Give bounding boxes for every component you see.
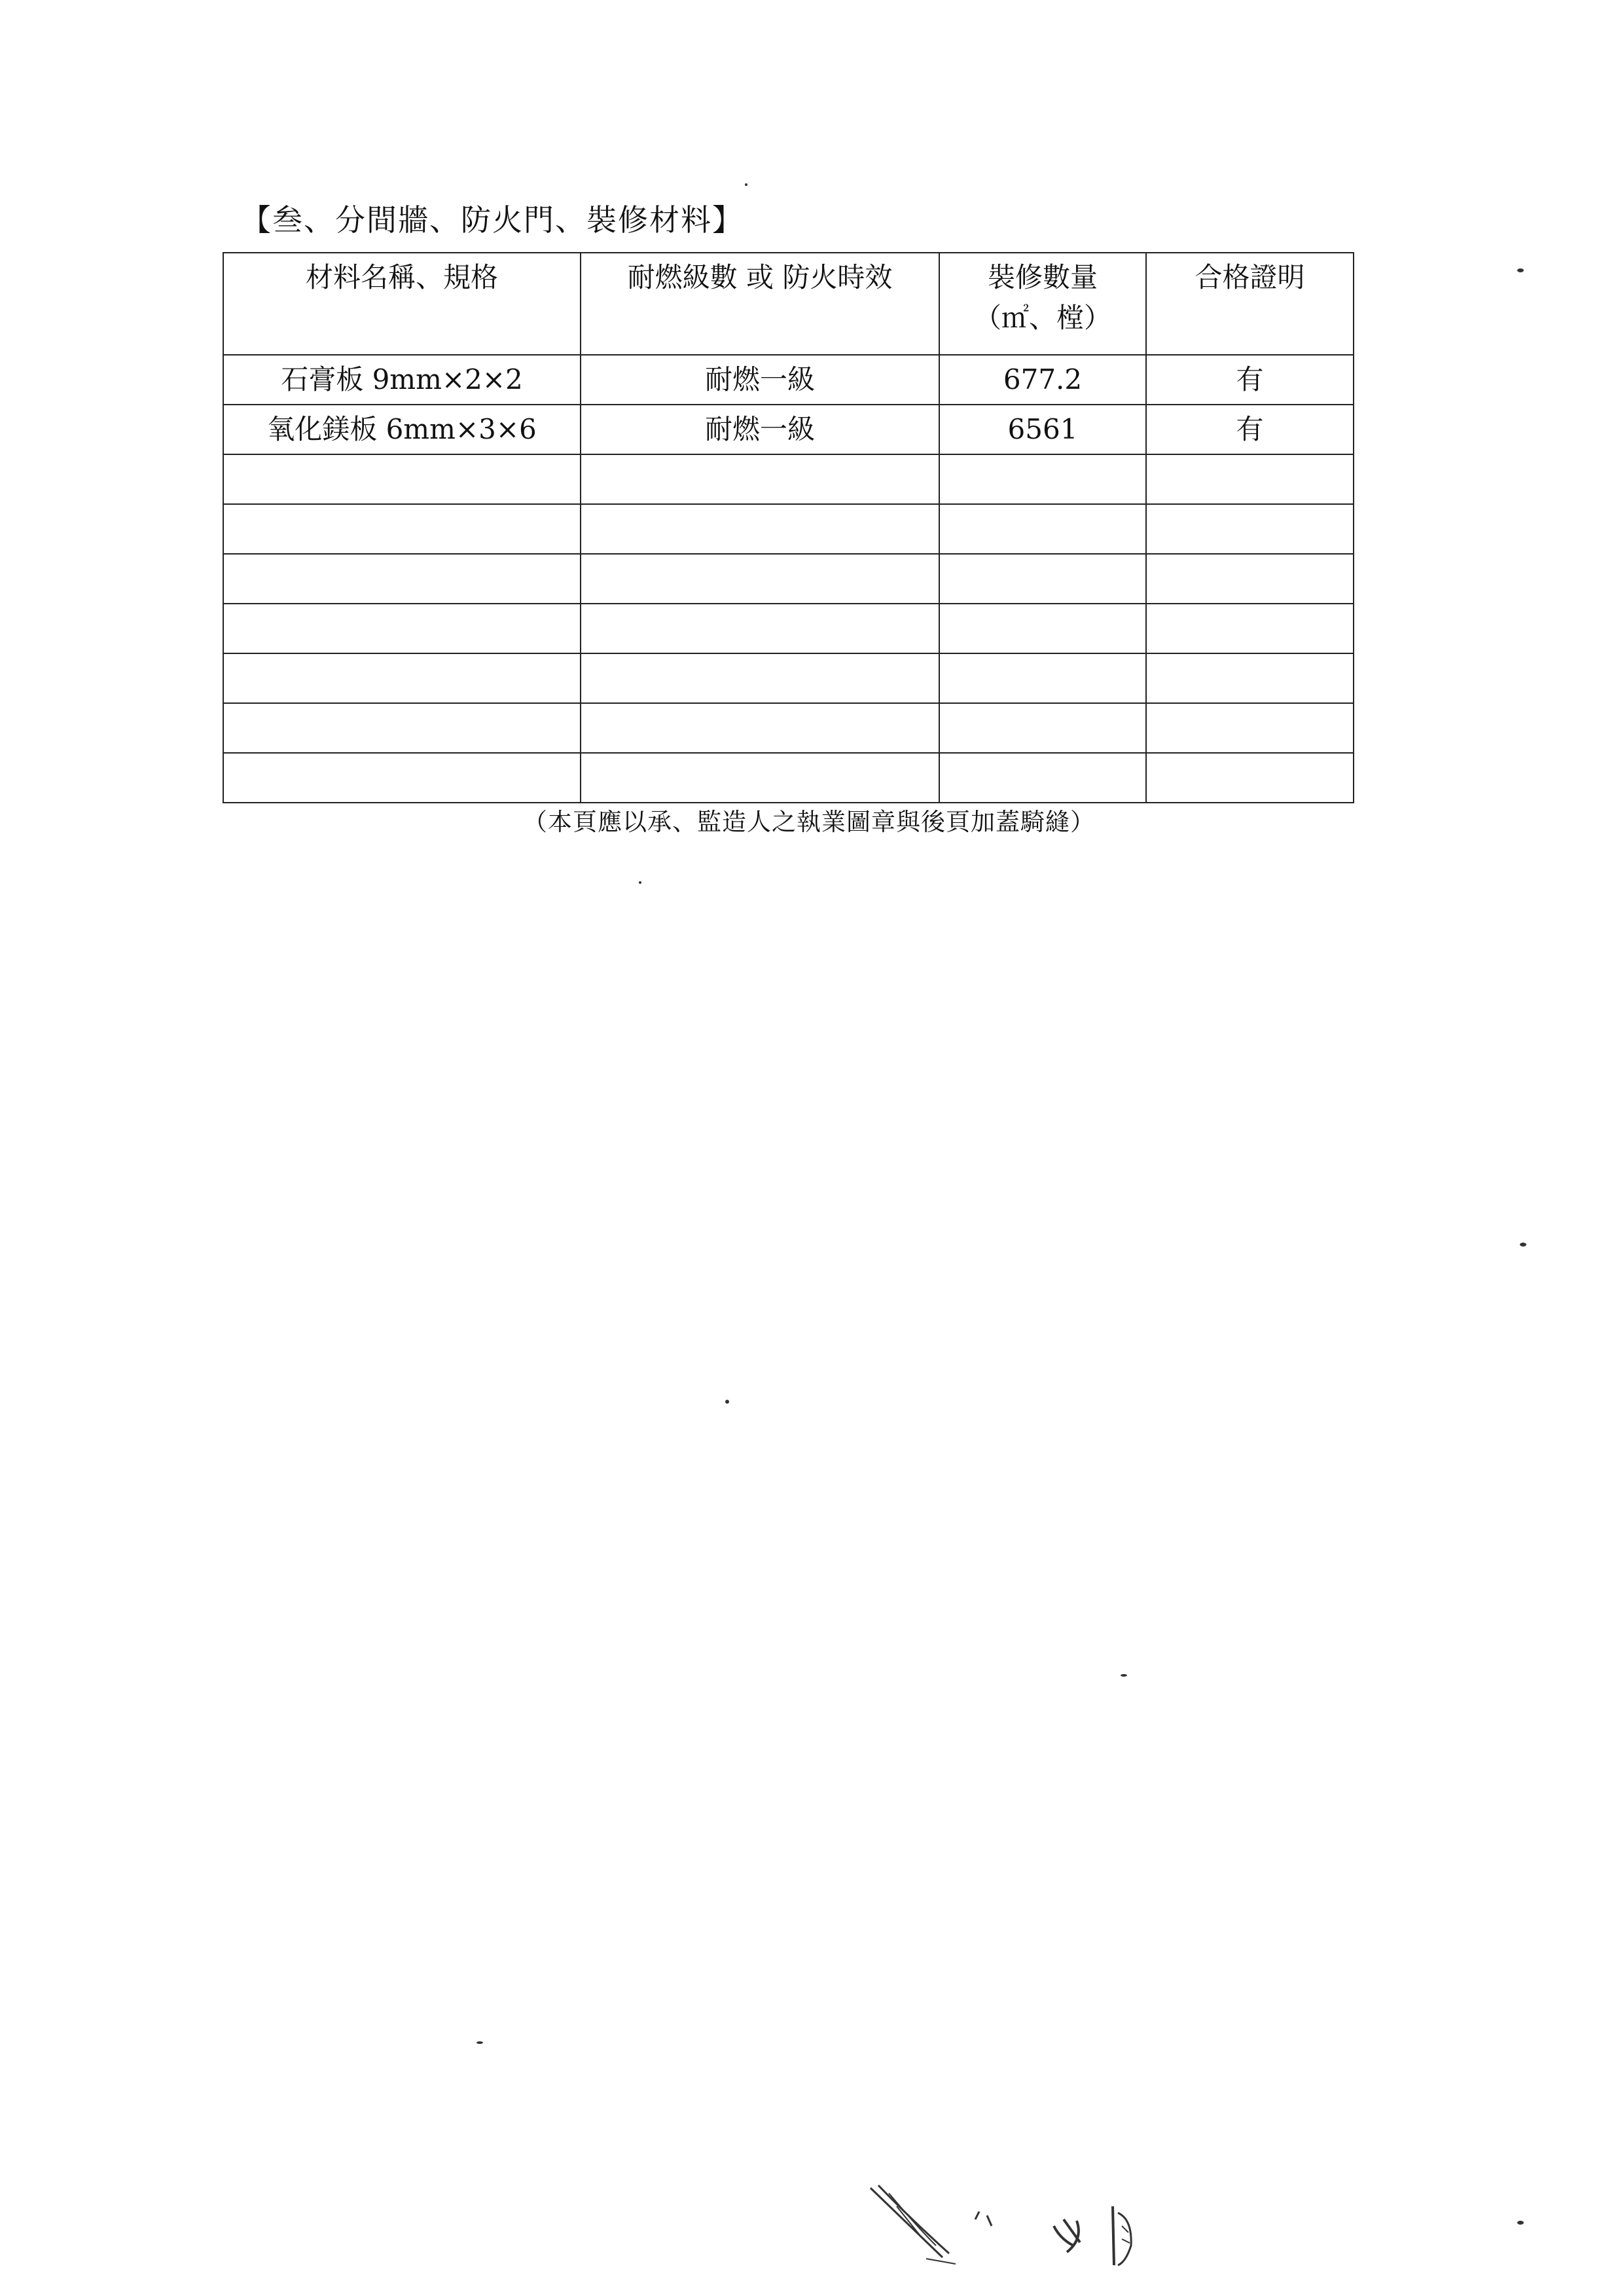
cell-quantity — [939, 554, 1146, 604]
scan-speck — [1517, 268, 1524, 272]
section-title: 【叁、分間牆、防火門、裝修材料】 — [241, 202, 744, 238]
cell-quantity: 6561 — [939, 405, 1146, 454]
cell-fire-rating — [581, 454, 939, 504]
table-row — [223, 504, 1354, 554]
cell-material-name — [223, 604, 581, 653]
scan-speck — [745, 183, 747, 186]
cell-certificate — [1146, 703, 1354, 753]
scan-speck — [725, 1400, 729, 1404]
seal-note: （本頁應以承、監造人之執業圖章與後頁加蓋騎縫） — [523, 808, 1095, 836]
cell-quantity — [939, 653, 1146, 703]
cell-fire-rating — [581, 703, 939, 753]
table-row — [223, 405, 1354, 454]
header-quantity-line2: （㎡、樘） — [973, 302, 1111, 334]
cell-material-name — [223, 454, 581, 504]
cell-certificate — [1146, 604, 1354, 653]
cell-quantity — [939, 504, 1146, 554]
table-header-row — [223, 253, 1354, 355]
cell-material-name — [223, 554, 581, 604]
table-row — [223, 653, 1354, 703]
table-row — [223, 355, 1354, 405]
cell-fire-rating: 耐燃一級 — [581, 405, 939, 454]
scan-speck — [1121, 1674, 1127, 1677]
scan-speck — [476, 2041, 483, 2044]
partial-seal-stamp — [857, 2180, 1185, 2272]
cell-certificate — [1146, 454, 1354, 504]
cell-material-name — [223, 653, 581, 703]
table-row — [223, 454, 1354, 504]
header-certificate — [1146, 253, 1354, 355]
cell-fire-rating — [581, 653, 939, 703]
cell-fire-rating — [581, 753, 939, 803]
header-fire-rating — [581, 253, 939, 355]
header-material-name — [223, 253, 581, 355]
cell-certificate — [1146, 653, 1354, 703]
table-row — [223, 554, 1354, 604]
cell-quantity — [939, 753, 1146, 803]
cell-fire-rating: 耐燃一級 — [581, 355, 939, 405]
cell-quantity: 677.2 — [939, 355, 1146, 405]
cell-certificate: 有 — [1146, 405, 1354, 454]
cell-fire-rating — [581, 604, 939, 653]
cell-certificate — [1146, 504, 1354, 554]
cell-certificate: 有 — [1146, 355, 1354, 405]
cell-material-name — [223, 703, 581, 753]
cell-fire-rating — [581, 554, 939, 604]
scan-speck — [1517, 2221, 1524, 2225]
header-fire-rating-line1: 耐燃級數 或 防火時效 — [627, 261, 893, 293]
materials-table — [223, 252, 1354, 803]
cell-material-name: 石膏板 9mm×2×2 — [223, 355, 581, 405]
table-row — [223, 604, 1354, 653]
cell-material-name: 氧化鎂板 6mm×3×6 — [223, 405, 581, 454]
header-certificate-line1: 合格證明 — [1195, 261, 1305, 293]
cell-fire-rating — [581, 504, 939, 554]
cell-quantity — [939, 454, 1146, 504]
scan-speck — [1520, 1243, 1526, 1247]
header-quantity — [939, 253, 1146, 355]
header-material-name-line1: 材料名稱、規格 — [305, 261, 498, 293]
cell-material-name — [223, 753, 581, 803]
scan-speck — [639, 881, 641, 884]
cell-quantity — [939, 703, 1146, 753]
table-row — [223, 753, 1354, 803]
cell-certificate — [1146, 554, 1354, 604]
cell-material-name — [223, 504, 581, 554]
header-quantity-line1: 裝修數量 — [987, 261, 1098, 293]
table-row — [223, 703, 1354, 753]
cell-quantity — [939, 604, 1146, 653]
cell-certificate — [1146, 753, 1354, 803]
